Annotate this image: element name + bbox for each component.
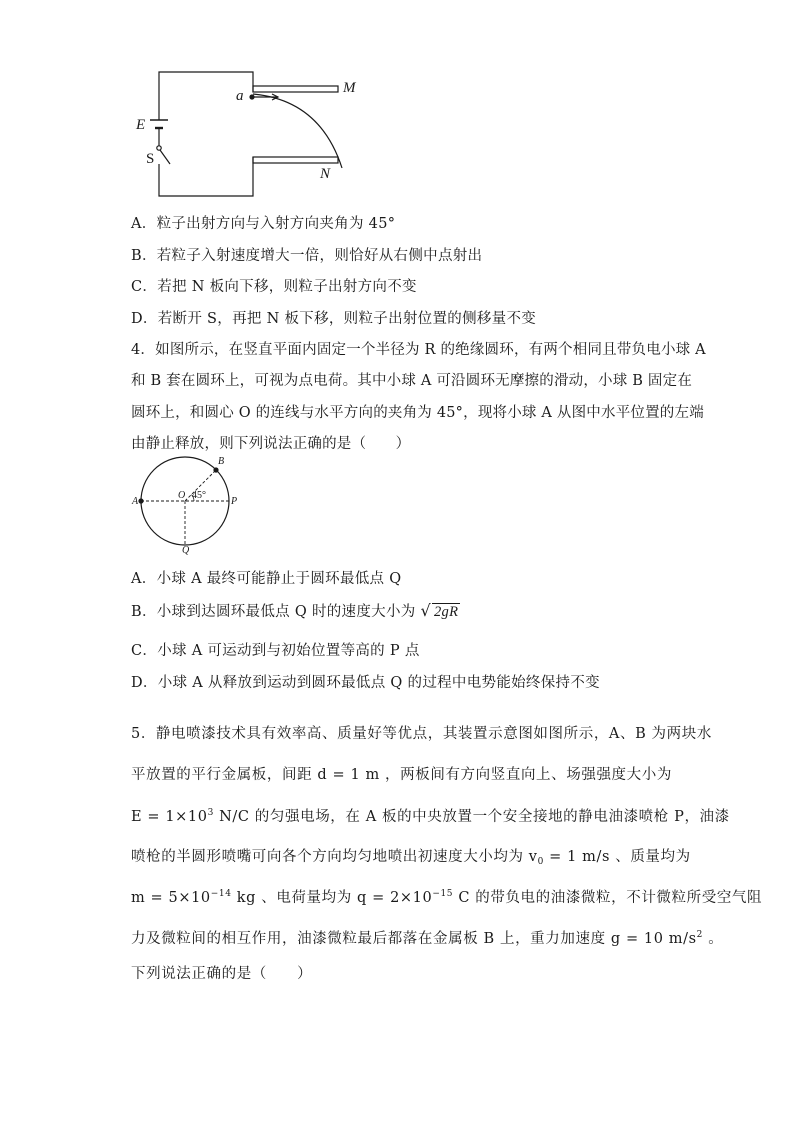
label-S: S — [146, 151, 155, 167]
label-E: E — [136, 117, 146, 133]
q5-l4-sub: 0 — [537, 857, 544, 867]
q4-option-a: A．小球 A 最终可能静止于圆环最低点 Q — [131, 571, 402, 587]
q5-l4-a: 喷枪的半圆形喷嘴可向各个方向均匀地喷出初速度大小均为 v — [131, 849, 538, 865]
q4-option-b-text: B．小球到达圆环最低点 Q 时的速度大小为 — [131, 604, 416, 620]
q4-option-c: C．小球 A 可运动到与初始位置等高的 P 点 — [131, 643, 420, 659]
q3-option-c: C．若把 N 板向下移，则粒子出射方向不变 — [131, 279, 417, 295]
q4-stem-line-2: 和 B 套在圆环上，可视为点电荷。其中小球 A 可沿圆环无摩擦的滑动，小球 B 固定在 — [131, 373, 693, 389]
label-Q: Q — [182, 545, 190, 556]
label-O: O — [178, 490, 186, 501]
q5-line-7: 下列说法正确的是（ ） — [131, 966, 313, 982]
q5-line-1: 5．静电喷漆技术具有效率高、质量好等优点，其装置示意图如图所示，A、B 为两块水 — [131, 726, 712, 742]
q5-l3-exp: 3 — [207, 808, 214, 818]
sqrt-sign: √ — [420, 601, 431, 620]
q4-stem-line-4: 由静止释放，则下列说法正确的是（ ） — [131, 436, 411, 452]
q3-option-a: A．粒子出射方向与入射方向夹角为 45° — [131, 216, 396, 232]
label-N: N — [320, 166, 331, 182]
q3-option-b: B．若粒子入射速度增大一倍，则恰好从右侧中点射出 — [131, 248, 483, 264]
sqrt-radicand: 2gR — [433, 604, 459, 620]
q5-l5-c: C 的带负电的油漆微粒，不计微粒所受空气阻 — [453, 890, 763, 906]
q5-l6-b: 。 — [703, 931, 724, 947]
label-M: M — [343, 80, 356, 96]
q4-stem-line-1: 4．如图所示，在竖直平面内固定一个半径为 R 的绝缘圆环，有两个相同且带负电小球 A — [131, 342, 706, 358]
q5-l6-exp: 2 — [696, 930, 703, 940]
q5-line-6 — [131, 927, 723, 948]
q5-l6-a: 力及微粒间的相互作用，油漆微粒最后都落在金属板 B 上，重力加速度 g = 10 m/s — [131, 931, 697, 947]
q5-line-3 — [131, 805, 730, 826]
label-B: B — [218, 456, 225, 467]
q3-option-d: D．若断开 S，再把 N 板下移，则粒子出射位置的侧移量不变 — [131, 311, 537, 327]
label-P: P — [231, 496, 238, 507]
q4-option-d: D．小球 A 从释放到运动到圆环最低点 Q 的过程中电势能始终保持不变 — [131, 675, 600, 691]
label-a: a — [236, 88, 244, 104]
label-angle: 45° — [192, 490, 206, 501]
q5-l5-a: m = 5×10 — [131, 890, 211, 906]
q4-stem-line-3: 圆环上，和圆心 O 的连线与水平方向的夹角为 45°，现将小球 A 从图中水平位置的左端 — [131, 405, 704, 421]
capacitor-circuit-figure — [130, 60, 370, 200]
q5-l4-b: = 1 m/s 、质量均为 — [543, 849, 691, 865]
q5-line-4 — [131, 845, 691, 867]
q5-l3-b: N/C 的匀强电场，在 A 板的中央放置一个安全接地的静电油漆喷枪 P，油漆 — [213, 809, 730, 825]
q5-line-2: 平放置的平行金属板，间距 d = 1 m ，两板间有方向竖直向上、场强强度大小为 — [131, 767, 672, 783]
q5-l3-a: E = 1×10 — [131, 809, 208, 825]
q4-option-b — [131, 600, 460, 621]
label-A: A — [132, 496, 139, 507]
q5-l5-b: kg 、电荷量均为 q = 2×10 — [231, 890, 433, 906]
q5-l5-exp2: −15 — [432, 889, 454, 899]
q5-line-5 — [131, 886, 762, 907]
q5-l5-exp1: −14 — [210, 889, 232, 899]
